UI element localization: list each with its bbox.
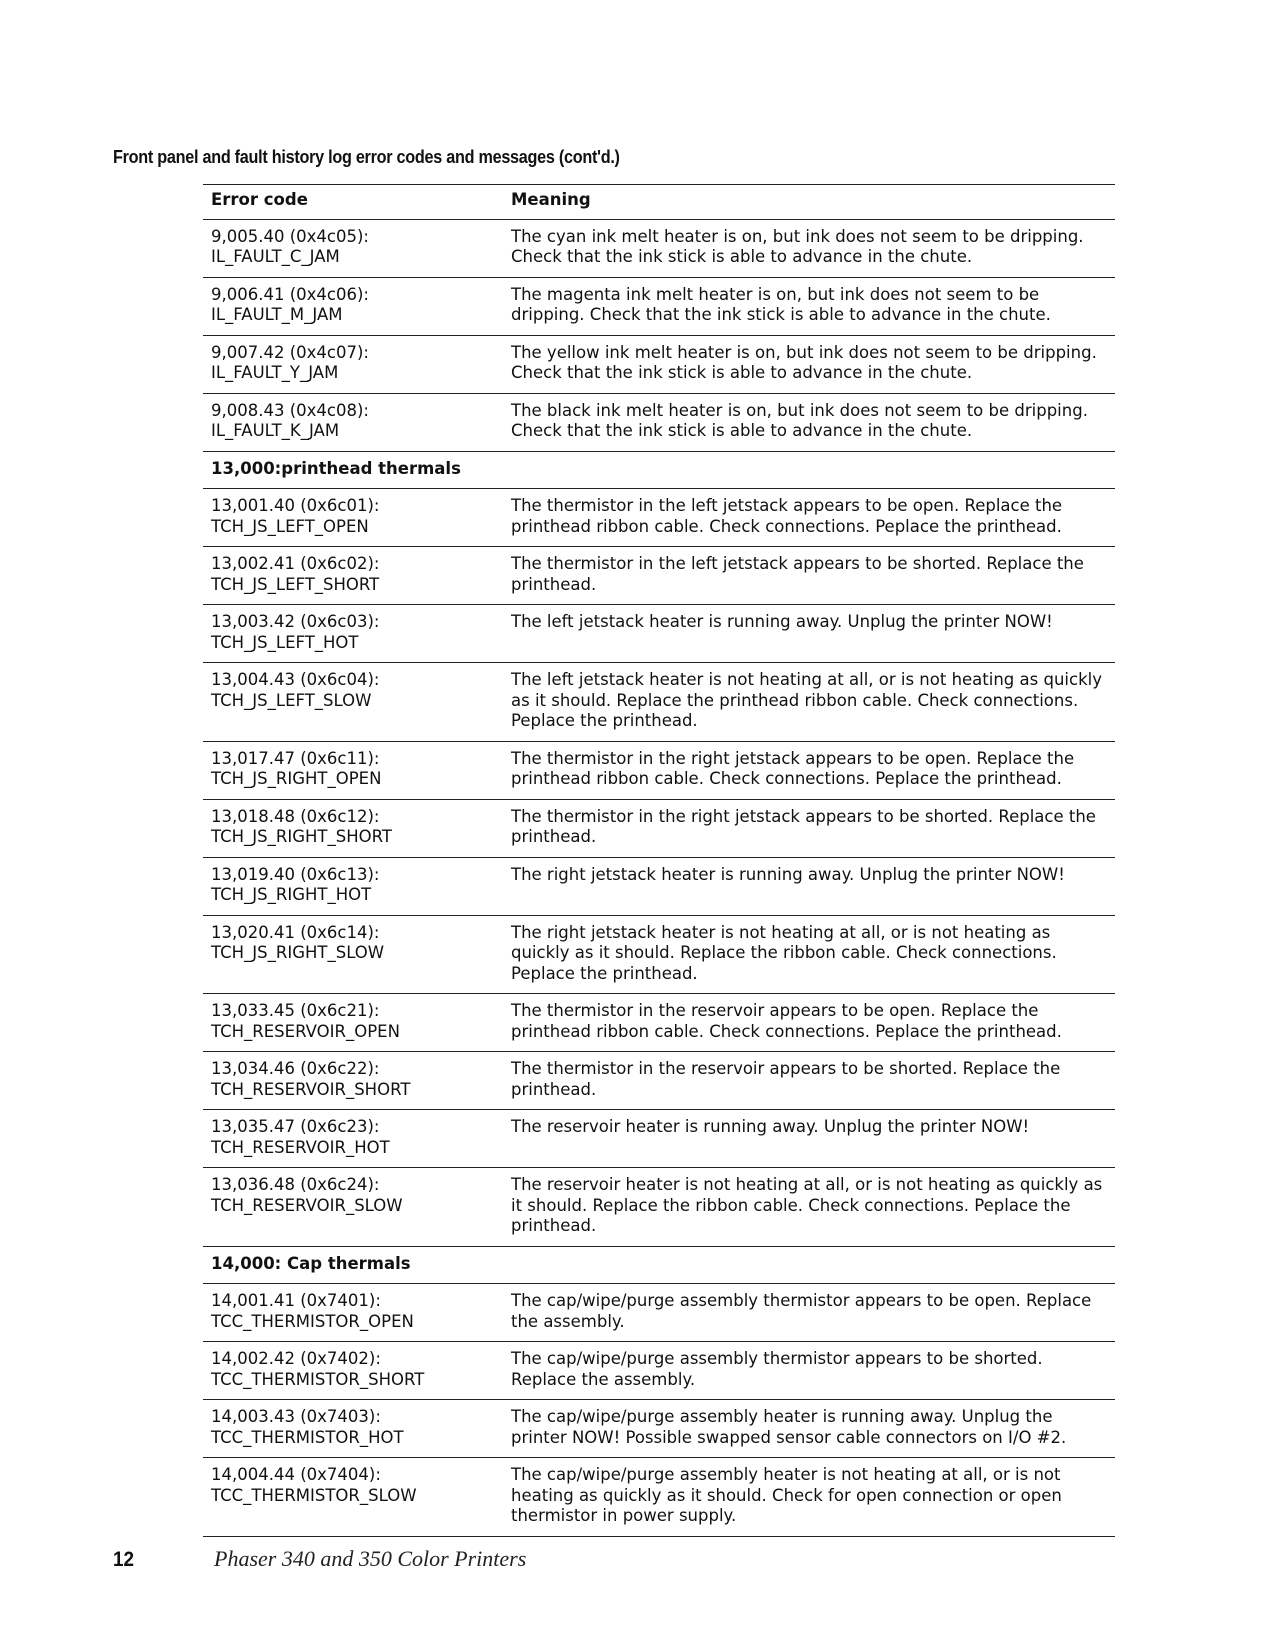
error-code-cell: 13,019.40 (0x6c13): TCH_JS_RIGHT_HOT xyxy=(203,857,503,915)
table-row xyxy=(203,489,1115,547)
error-code-cell: 14,004.44 (0x7404): TCC_THERMISTOR_SLOW xyxy=(203,1458,503,1537)
meaning-cell: The thermistor in the left jetstack appears to be open. Replace the printhead ribbon cable. Check connections. Peplace the printhead. xyxy=(503,489,1115,547)
table-row xyxy=(203,994,1115,1052)
error-code-cell: 13,018.48 (0x6c12): TCH_JS_RIGHT_SHORT xyxy=(203,799,503,857)
column-header-error-code: Error code xyxy=(203,185,503,220)
error-code-table xyxy=(203,184,1115,1537)
error-code-cell: 9,006.41 (0x4c06): IL_FAULT_M_JAM xyxy=(203,277,503,335)
table-row xyxy=(203,1458,1115,1537)
error-code-cell: 9,005.40 (0x4c05): IL_FAULT_C_JAM xyxy=(203,219,503,277)
table-body xyxy=(203,219,1115,1536)
table-row xyxy=(203,547,1115,605)
meaning-cell: The thermistor in the left jetstack appears to be shorted. Replace the printhead. xyxy=(503,547,1115,605)
error-code-cell: 13,036.48 (0x6c24): TCH_RESERVOIR_SLOW xyxy=(203,1168,503,1247)
table-row xyxy=(203,335,1115,393)
table-row xyxy=(203,741,1115,799)
meaning-cell: The cap/wipe/purge assembly thermistor appears to be shorted. Replace the assembly. xyxy=(503,1342,1115,1400)
column-header-meaning: Meaning xyxy=(503,185,1115,220)
table-row xyxy=(203,857,1115,915)
meaning-cell: The thermistor in the right jetstack appears to be open. Replace the printhead ribbon cable. Check connections. Peplace the printhead. xyxy=(503,741,1115,799)
meaning-cell: The thermistor in the right jetstack appears to be shorted. Replace the printhead. xyxy=(503,799,1115,857)
error-code-cell: 13,004.43 (0x6c04): TCH_JS_LEFT_SLOW xyxy=(203,663,503,742)
page-number: 12 xyxy=(113,1548,135,1571)
meaning-cell: The black ink melt heater is on, but ink does not seem to be dripping. Check that the ink stick is able to advance in the chute. xyxy=(503,393,1115,451)
table-row xyxy=(203,663,1115,742)
table-row xyxy=(203,1400,1115,1458)
error-code-cell: 14,003.43 (0x7403): TCC_THERMISTOR_HOT xyxy=(203,1400,503,1458)
error-code-cell: 13,034.46 (0x6c22): TCH_RESERVOIR_SHORT xyxy=(203,1052,503,1110)
error-code-cell: 13,035.47 (0x6c23): TCH_RESERVOIR_HOT xyxy=(203,1110,503,1168)
footer-title: Phaser 340 and 350 Color Printers xyxy=(214,1546,527,1571)
table-row xyxy=(203,799,1115,857)
meaning-cell: The thermistor in the reservoir appears to be open. Replace the printhead ribbon cable. Check connections. Peplace the printhead. xyxy=(503,994,1115,1052)
meaning-cell: The right jetstack heater is not heating at all, or is not heating as quickly as it should. Replace the ribbon cable. Check connections. Peplace the printhead. xyxy=(503,915,1115,994)
error-code-cell: 13,033.45 (0x6c21): TCH_RESERVOIR_OPEN xyxy=(203,994,503,1052)
error-code-cell: 13,020.41 (0x6c14): TCH_JS_RIGHT_SLOW xyxy=(203,915,503,994)
header-row xyxy=(203,185,1115,220)
table-row xyxy=(203,393,1115,451)
section-row xyxy=(203,451,1115,489)
section-heading: Front panel and fault history log error codes and messages (cont'd.) xyxy=(113,147,620,167)
error-code-cell: 13,002.41 (0x6c02): TCH_JS_LEFT_SHORT xyxy=(203,547,503,605)
table-row xyxy=(203,1110,1115,1168)
section-row xyxy=(203,1246,1115,1284)
error-code-cell: 13,001.40 (0x6c01): TCH_JS_LEFT_OPEN xyxy=(203,489,503,547)
error-code-cell: 13,017.47 (0x6c11): TCH_JS_RIGHT_OPEN xyxy=(203,741,503,799)
section-label: 14,000: Cap thermals xyxy=(203,1246,1115,1284)
error-code-cell: 9,008.43 (0x4c08): IL_FAULT_K_JAM xyxy=(203,393,503,451)
table-header xyxy=(203,185,1115,220)
meaning-cell: The cap/wipe/purge assembly heater is not heating at all, or is not heating as quickly as it should. Check for open connection or open thermistor in power supply. xyxy=(503,1458,1115,1537)
meaning-cell: The cyan ink melt heater is on, but ink does not seem to be dripping. Check that the ink stick is able to advance in the chute. xyxy=(503,219,1115,277)
error-code-cell: 14,002.42 (0x7402): TCC_THERMISTOR_SHORT xyxy=(203,1342,503,1400)
table-row xyxy=(203,219,1115,277)
meaning-cell: The right jetstack heater is running away. Unplug the printer NOW! xyxy=(503,857,1115,915)
table-row xyxy=(203,605,1115,663)
table-row xyxy=(203,1284,1115,1342)
error-code-cell: 13,003.42 (0x6c03): TCH_JS_LEFT_HOT xyxy=(203,605,503,663)
section-label: 13,000:printhead thermals xyxy=(203,451,1115,489)
meaning-cell: The reservoir heater is not heating at all, or is not heating as quickly as it should. Replace the ribbon cable. Check connections. Peplace the printhead. xyxy=(503,1168,1115,1247)
meaning-cell: The cap/wipe/purge assembly heater is running away. Unplug the printer NOW! Possible swapped sensor cable connectors on I/O #2. xyxy=(503,1400,1115,1458)
error-code-cell: 14,001.41 (0x7401): TCC_THERMISTOR_OPEN xyxy=(203,1284,503,1342)
meaning-cell: The thermistor in the reservoir appears to be shorted. Replace the printhead. xyxy=(503,1052,1115,1110)
table-row xyxy=(203,1342,1115,1400)
table-row xyxy=(203,915,1115,994)
meaning-cell: The reservoir heater is running away. Unplug the printer NOW! xyxy=(503,1110,1115,1168)
table-row xyxy=(203,277,1115,335)
meaning-cell: The magenta ink melt heater is on, but ink does not seem to be dripping. Check that the ink stick is able to advance in the chute. xyxy=(503,277,1115,335)
meaning-cell: The cap/wipe/purge assembly thermistor appears to be open. Replace the assembly. xyxy=(503,1284,1115,1342)
table-row xyxy=(203,1052,1115,1110)
meaning-cell: The left jetstack heater is running away. Unplug the printer NOW! xyxy=(503,605,1115,663)
table-row xyxy=(203,1168,1115,1247)
meaning-cell: The left jetstack heater is not heating at all, or is not heating as quickly as it should. Replace the printhead ribbon cable. Check connections. Peplace the printhead. xyxy=(503,663,1115,742)
error-code-cell: 9,007.42 (0x4c07): IL_FAULT_Y_JAM xyxy=(203,335,503,393)
meaning-cell: The yellow ink melt heater is on, but ink does not seem to be dripping. Check that the ink stick is able to advance in the chute. xyxy=(503,335,1115,393)
